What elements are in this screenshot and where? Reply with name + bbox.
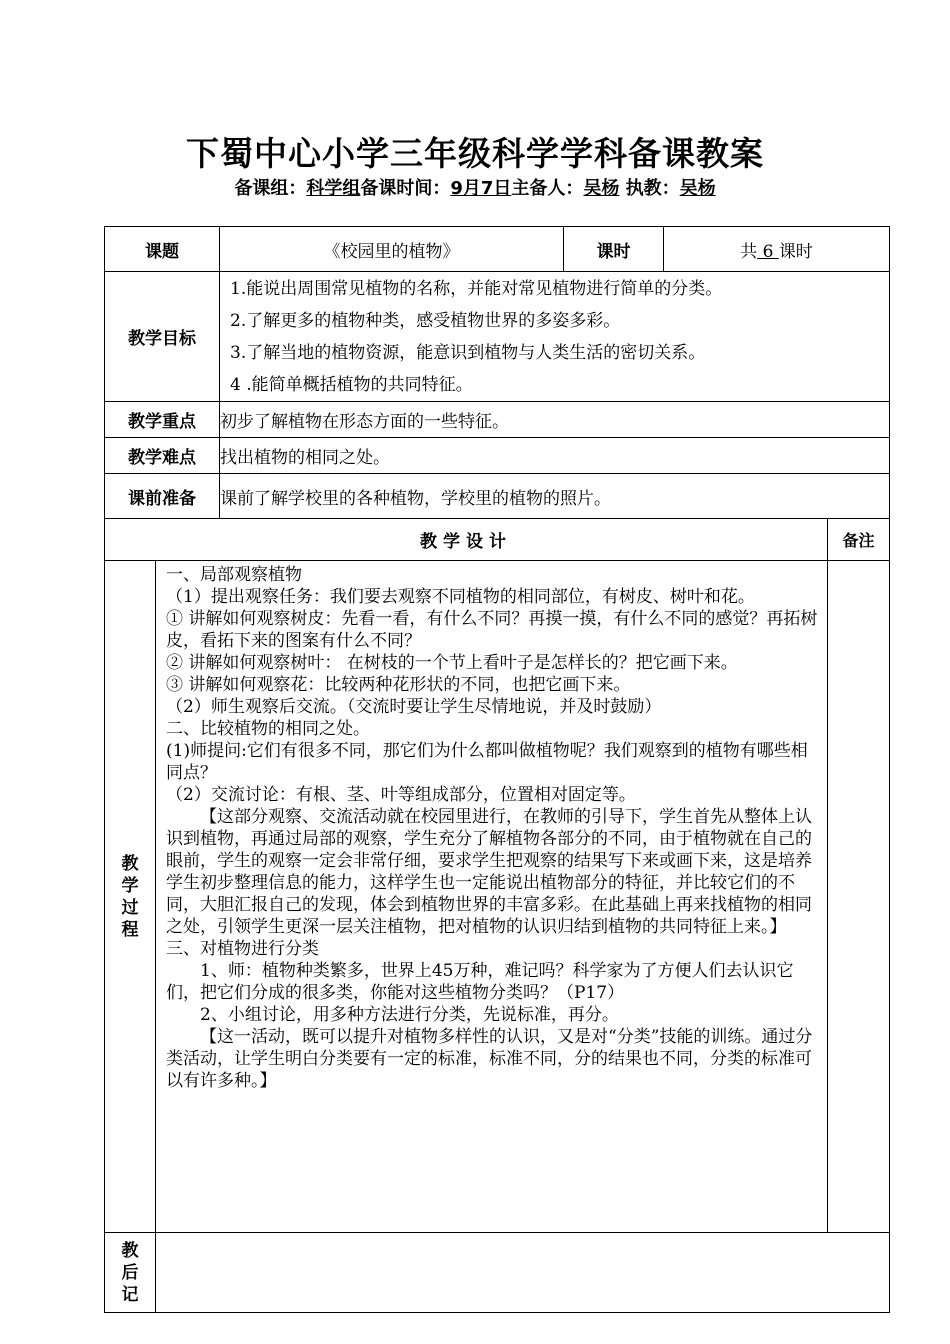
design-label: 教学设计 (105, 519, 828, 561)
time-value: 9月7日 (450, 178, 512, 199)
prep-label: 课前准备 (105, 474, 220, 519)
process-paragraph: （2）师生观察后交流。（交流时要让学生尽情地说，并及时鼓励） (166, 697, 662, 717)
key-row (105, 402, 890, 438)
prep-row (105, 474, 890, 519)
process-paragraph: 二、比较植物的相同之处。 (166, 719, 370, 739)
goal-item: 4 .能简单概括植物的共同特征。 (230, 374, 473, 395)
process-paragraph: （1）提出观察任务：我们要去观察不同植物的相同部位，有树皮、树叶和花。 (166, 587, 755, 607)
preparer-label: 主备人： (511, 178, 584, 199)
difficulty-value: 找出植物的相同之处。 (220, 438, 890, 474)
preparer-value: 吴杨 (583, 178, 620, 199)
goals-cell (220, 272, 890, 402)
process-paragraph: 【这部分观察、交流活动就在校园里进行，在教师的引导下，学生首先从整体上认识到植物，再通过局部的观察，学生充分了解植物各部分的不同，由于植物就在自己的眼前，学生的观察一定会非常仔细，要求学生把观察的结果写下来或画下来，这是培养学生初步整理信息的能力，这样学生也一定能说出植物部分的特征，并比较它们的不同，大胆汇报自己的发现，体会到植物世界的丰富多彩。在此基础上再来找植物的相同之处，引领学生更深一层关注植物，把对植物的认识归结到植物的共同特征上来。】 (166, 807, 812, 937)
goal-item: 2.了解更多的植物种类，感受植物世界的多姿多彩。 (230, 310, 621, 331)
period-prefix: 共 (740, 241, 758, 262)
process-row (105, 561, 890, 1233)
difficulty-label: 教学难点 (105, 438, 220, 474)
afterword-label-cell (105, 1233, 156, 1313)
period-value: 6 (757, 241, 779, 262)
remarks-label: 备注 (828, 519, 890, 561)
teacher-value: 吴杨 (679, 178, 716, 199)
group-value: 科学组 (306, 178, 361, 199)
topic-label: 课题 (105, 227, 220, 272)
prep-value: 课前了解学校里的各种植物，学校里的植物的照片。 (220, 474, 890, 519)
key-label: 教学重点 (105, 402, 220, 438)
goal-item: 3.了解当地的植物资源，能意识到植物与人类生活的密切关系。 (230, 342, 706, 363)
period-suffix: 课时 (778, 241, 813, 262)
process-paragraph: 三、对植物进行分类 (166, 939, 319, 959)
process-paragraph: 2、小组讨论，用多种方法进行分类，先说标准，再分。 (200, 1005, 619, 1025)
topic-value: 《校园里的植物》 (220, 227, 564, 272)
process-label: 教学过程 (121, 853, 139, 940)
lesson-plan-table (104, 226, 890, 1313)
topic-row (105, 227, 890, 272)
period-label: 课时 (564, 227, 664, 272)
afterword-label: 教后记 (121, 1240, 139, 1305)
process-content (156, 561, 828, 1233)
afterword-content (156, 1233, 890, 1313)
process-paragraph: ③ 讲解如何观察花：比较两种花形状的不同，也把它画下来。 (166, 675, 631, 695)
key-value: 初步了解植物在形态方面的一些特征。 (220, 402, 890, 438)
teacher-label: 执教： (619, 178, 680, 199)
process-paragraph: ① 讲解如何观察树皮：先看一看，有什么不同？再摸一摸，有什么不同的感觉？再拓树皮，看拓下来的图案有什么不同？ (166, 609, 818, 651)
difficulty-row (105, 438, 890, 474)
process-paragraph: ② 讲解如何观察树叶： 在树枝的一个节上看叶子是怎样长的？把它画下来。 (166, 653, 738, 673)
lesson-meta (0, 174, 950, 200)
goals-label: 教学目标 (105, 272, 220, 402)
process-paragraph: 1、师：植物种类繁多，世界上45万种，难记吗？科学家为了方便人们去认识它们，把它们分成的很多类，你能对这些植物分类吗？（P17） (166, 961, 794, 1003)
process-paragraph: (1)师提问:它们有很多不同，那它们为什么都叫做植物呢？我们观察到的植物有哪些相同点？ (166, 741, 808, 783)
goal-item: 1.能说出周围常见植物的名称，并能对常见植物进行简单的分类。 (230, 278, 723, 299)
design-header-row (105, 519, 890, 561)
page-title: 下蜀中心小学三年级科学学科备课教案 (186, 134, 764, 173)
time-label: 备课时间： (360, 178, 451, 199)
afterword-row (105, 1233, 890, 1313)
process-paragraph: 一、局部观察植物 (166, 565, 302, 585)
process-paragraph: （2）交流讨论：有根、茎、叶等组成部分，位置相对固定等。 (166, 785, 636, 805)
goals-row (105, 272, 890, 402)
process-paragraph: 【这一活动，既可以提升对植物多样性的认识，又是对“分类”技能的训练。通过分类活动，让学生明白分类要有一定的标准，标准不同，分的结果也不同，分类的标准可以有许多种。】 (166, 1027, 813, 1091)
remarks-cell (828, 561, 890, 1233)
group-label: 备课组： (234, 178, 307, 199)
process-label-cell (105, 561, 156, 1233)
period-cell (664, 227, 890, 272)
